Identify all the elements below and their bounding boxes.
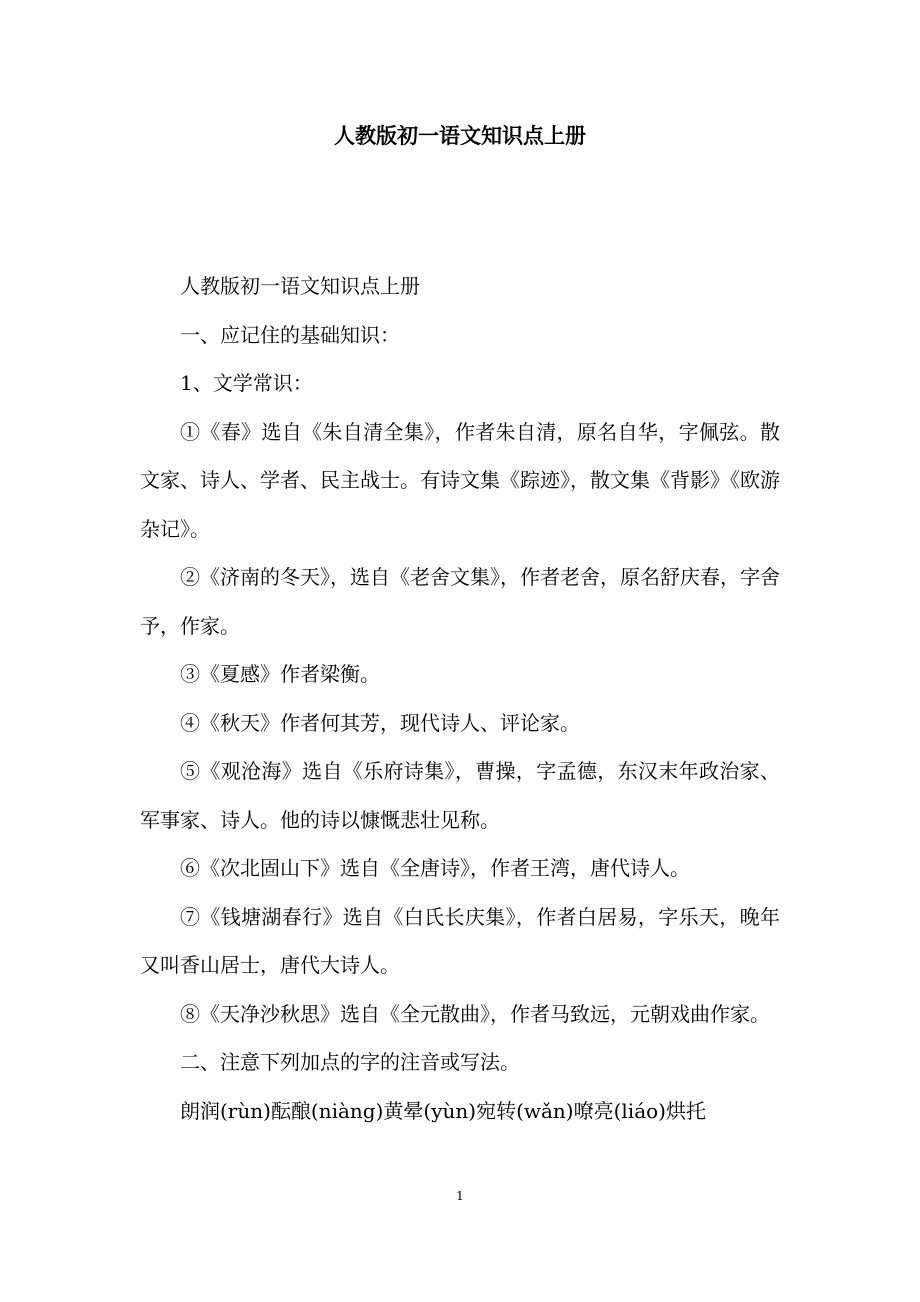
section-heading-basics: 一、应记住的基础知识： <box>180 322 400 347</box>
paragraph-pinyin-words: 朗润(rùn)酝酿(niàng)黄晕(yùn)宛转(wǎn)嘹亮(liáo)烘托 <box>180 1098 706 1123</box>
document-title: 人教版初一语文知识点上册 <box>334 123 586 148</box>
paragraph-item-4: ④《秋天》作者何其芳，现代诗人、评论家。 <box>180 710 580 735</box>
paragraph-item-3: ③《夏感》作者梁衡。 <box>180 662 380 686</box>
page-number: 1 <box>456 1189 464 1203</box>
section-heading-pronunciation: 二、注意下列加点的字的注音或写法。 <box>180 1050 520 1074</box>
paragraph-item-6: ⑥《次北固山下》选自《全唐诗》，作者王湾，唐代诗人。 <box>180 856 690 880</box>
paragraph-item-8: ⑧《天净沙秋思》选自《全元散曲》，作者马致远，元朝戏曲作家。 <box>180 1001 770 1026</box>
paragraph-heading: 人教版初一语文知识点上册 <box>180 274 420 298</box>
paragraph-item-1: ①《春》选自《朱自清全集》，作者朱自清，原名自华，字佩弦。散文家、诗人、学者、民主战士。有诗文集《踪迹》，散文集《背影》《欧游杂记》。 <box>140 419 780 541</box>
subsection-heading-literature: 1、文学常识： <box>180 371 313 395</box>
paragraph-item-5: ⑤《观沧海》选自《乐府诗集》，曹操，字孟德，东汉末年政治家、军事家、诗人。他的诗以慷慨悲壮见称。 <box>140 759 780 832</box>
paragraph-item-7: ⑦《钱塘湖春行》选自《白氏长庆集》，作者白居易，字乐天，晚年又叫香山居士，唐代大诗人。 <box>140 904 780 977</box>
document-body <box>140 262 780 1135</box>
paragraph-item-2: ②《济南的冬天》，选自《老舍文集》，作者老舍，原名舒庆春，字舍予，作家。 <box>140 565 780 638</box>
